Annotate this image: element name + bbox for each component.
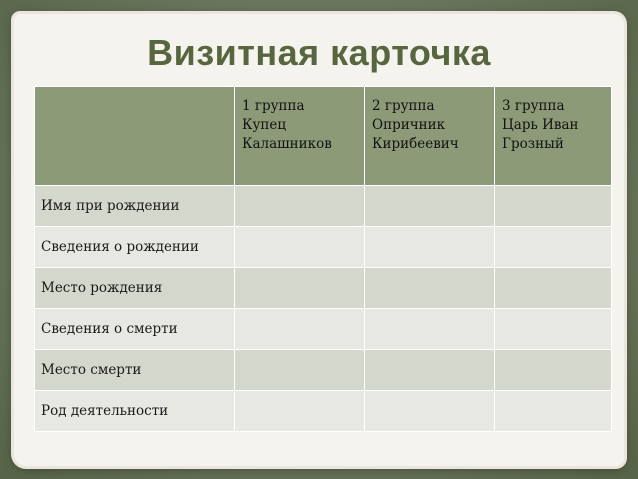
table-cell[interactable]	[235, 309, 365, 350]
header-cell-group-1: 1 группа Купец Калашников	[235, 87, 365, 186]
row-label: Сведения о рождении	[35, 227, 235, 268]
table-cell[interactable]	[235, 227, 365, 268]
header-cell-empty	[35, 87, 235, 186]
table-row	[35, 186, 612, 227]
table-cell[interactable]	[495, 309, 612, 350]
row-label: Место смерти	[35, 350, 235, 391]
table-row	[35, 309, 612, 350]
table-cell[interactable]	[365, 227, 495, 268]
table-row	[35, 268, 612, 309]
table-cell[interactable]	[365, 309, 495, 350]
table-cell[interactable]	[365, 350, 495, 391]
table-cell[interactable]	[495, 350, 612, 391]
table-cell[interactable]	[495, 391, 612, 432]
row-label: Сведения о смерти	[35, 309, 235, 350]
row-label: Имя при рождении	[35, 186, 235, 227]
table-cell[interactable]	[235, 186, 365, 227]
header-cell-group-3: 3 группа Царь Иван Грозный	[495, 87, 612, 186]
header-cell-group-2: 2 группа Опричник Кирибеевич	[365, 87, 495, 186]
table-row	[35, 391, 612, 432]
table-cell[interactable]	[365, 186, 495, 227]
table-cell[interactable]	[365, 268, 495, 309]
table-cell[interactable]	[235, 391, 365, 432]
table-cell[interactable]	[495, 186, 612, 227]
table-row	[35, 350, 612, 391]
table-row	[35, 227, 612, 268]
table-cell[interactable]	[495, 227, 612, 268]
table-cell[interactable]	[495, 268, 612, 309]
row-label: Место рождения	[35, 268, 235, 309]
row-label: Род деятельности	[35, 391, 235, 432]
slide-title: Визитная карточка	[147, 32, 491, 73]
table-header-row	[35, 87, 612, 186]
table-cell[interactable]	[365, 391, 495, 432]
table-cell[interactable]	[235, 268, 365, 309]
table-cell[interactable]	[235, 350, 365, 391]
business-card-table	[34, 86, 612, 432]
